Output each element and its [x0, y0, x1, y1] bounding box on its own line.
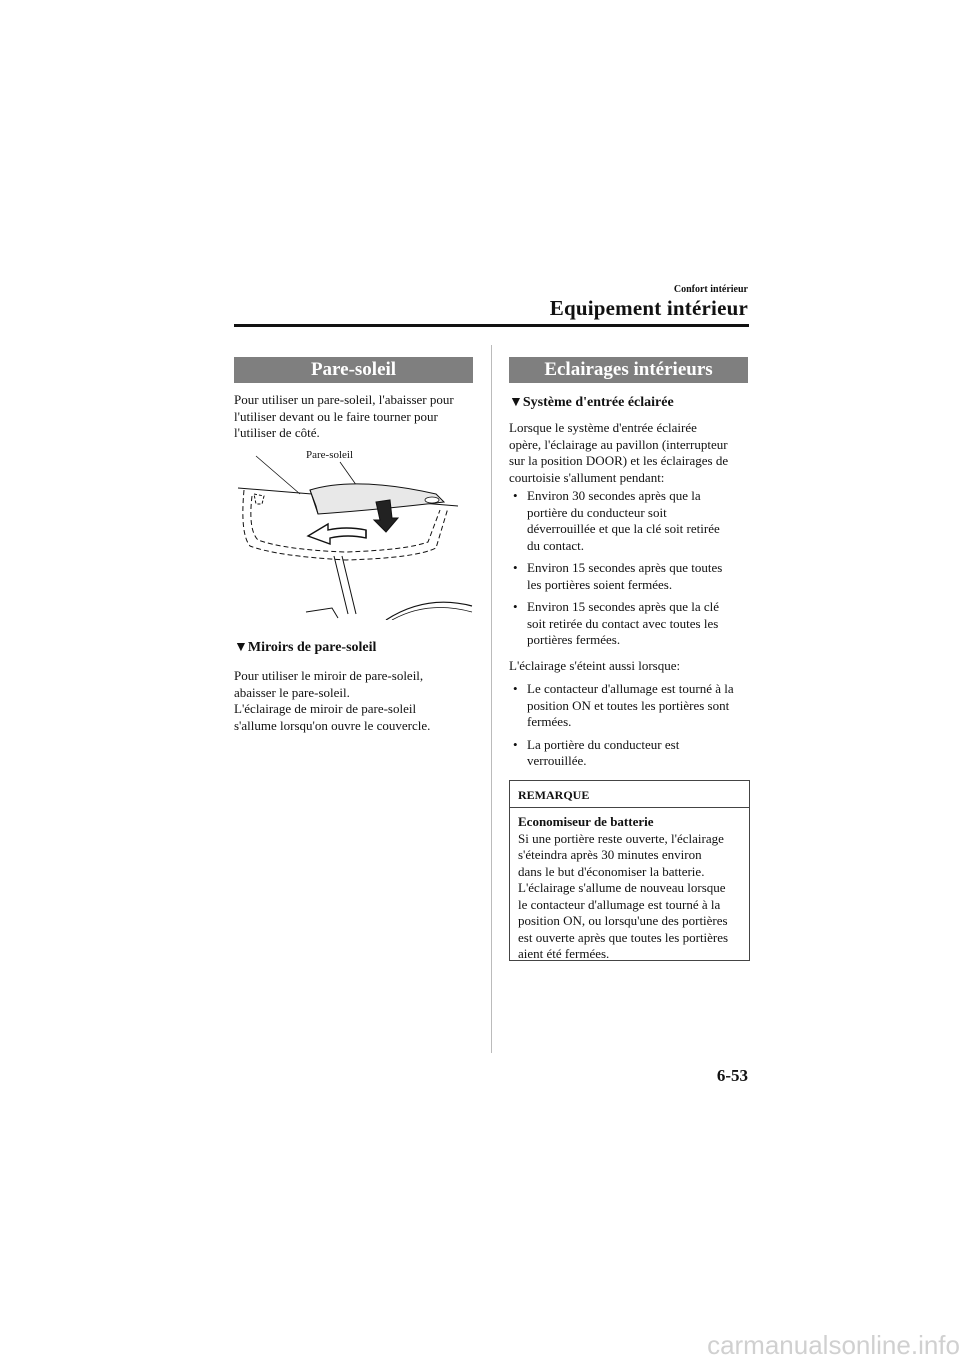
column-divider — [491, 345, 492, 1053]
text-line: L'éclairage de miroir de pare-soleil — [234, 701, 417, 716]
banner-pare-soleil: Pare-soleil — [234, 357, 473, 383]
text-line: déverrouillée et que la clé soit retirée — [527, 521, 720, 536]
page-number: 6-53 — [716, 1066, 748, 1085]
text-line: du contact. — [527, 537, 585, 553]
triangle-icon: ▼ — [234, 640, 248, 655]
banner-eclairages: Eclairages intérieurs — [509, 357, 748, 383]
text-line: aient été fermées. — [518, 946, 610, 961]
text-line: verrouillée. — [527, 753, 587, 768]
subheading-text: Système d'entrée éclairée — [522, 395, 674, 410]
figure-label: Pare-soleil — [306, 449, 354, 461]
text-line: L'éclairage s'allume de nouveau lorsque — [518, 880, 726, 895]
text-line: est ouverte après que toutes les portières — [518, 929, 729, 945]
text-line: s'éteindra après 30 minutes environ — [518, 847, 702, 862]
text-line: Lorsque le système d'entrée éclairée — [509, 420, 697, 435]
systeme-subheading — [509, 395, 674, 411]
text-line: La portière du conducteur est — [527, 736, 680, 752]
text-line: Pour utiliser un pare-soleil, l'abaisser pour — [234, 392, 454, 407]
text-line: soit retirée du contact avec toutes les — [527, 615, 719, 631]
text-line: dans le but d'économiser la batterie. — [518, 863, 705, 879]
text-line: s'allume lorsqu'on ouvre le couvercle. — [234, 717, 431, 733]
bullet-icon: • — [513, 736, 518, 752]
text-line: sur la position DOOR) et les éclairages de — [509, 453, 729, 468]
text-line: Pour utiliser le miroir de pare-soleil, — [234, 668, 424, 683]
text-line: le contacteur d'allumage est tourné à la — [518, 896, 721, 912]
bullet-icon: • — [513, 681, 518, 696]
list-item — [509, 488, 754, 554]
text-line: Le contacteur d'allumage est tourné à la — [527, 681, 734, 696]
systeme-intro — [509, 420, 754, 486]
text-line: position ON et toutes les portières sont — [527, 697, 730, 713]
header-rule — [234, 324, 749, 327]
text-line: l'utiliser devant ou le faire tourner pour — [234, 408, 438, 424]
text-line: opère, l'éclairage au pavillon (interrupteur — [509, 436, 728, 452]
watermark: carmanualsonline.info — [707, 1330, 960, 1360]
list-item — [509, 560, 754, 593]
bullet-icon: • — [513, 560, 518, 575]
note-box — [509, 780, 750, 961]
text-line: courtoisie s'allument pendant: — [509, 469, 665, 485]
text-line: position ON, ou lorsqu'une des portières — [518, 913, 728, 928]
section-label: Confort intérieur — [673, 284, 748, 295]
text-line: fermées. — [527, 714, 572, 729]
note-title: Economiseur de batterie — [518, 814, 654, 829]
sun-visor-illustration — [236, 444, 474, 620]
miroirs-subheading — [234, 640, 376, 656]
bullet-icon: • — [513, 599, 518, 614]
text-line: Si une portière reste ouverte, l'éclairage — [518, 830, 724, 846]
pare-soleil-intro — [234, 392, 479, 442]
list-item — [509, 737, 754, 770]
text-line: Environ 15 secondes après que la clé — [527, 599, 720, 614]
miroirs-text — [234, 668, 479, 734]
text-line: portières fermées. — [527, 632, 621, 647]
text-line: Environ 30 secondes après que la — [527, 488, 701, 503]
text-line: abaisser le pare-soleil. — [234, 684, 350, 700]
note-body — [510, 808, 749, 963]
text-line: Environ 15 secondes après que toutes — [527, 560, 723, 575]
subheading-text: Miroirs de pare-soleil — [247, 640, 377, 655]
text-line: l'utiliser de côté. — [234, 425, 320, 440]
list-item — [509, 681, 754, 731]
page-title: Equipement intérieur — [549, 296, 748, 320]
list-item — [509, 599, 754, 649]
note-label: REMARQUE — [510, 781, 749, 808]
triangle-icon: ▼ — [509, 395, 523, 410]
off-intro: L'éclairage s'éteint aussi lorsque: — [509, 658, 681, 673]
text-line: portière du conducteur soit — [527, 504, 667, 520]
bullet-icon: • — [513, 488, 518, 503]
text-line: les portières soient fermées. — [527, 576, 673, 592]
bullet-list-on — [509, 488, 754, 655]
bullet-list-off — [509, 681, 754, 776]
